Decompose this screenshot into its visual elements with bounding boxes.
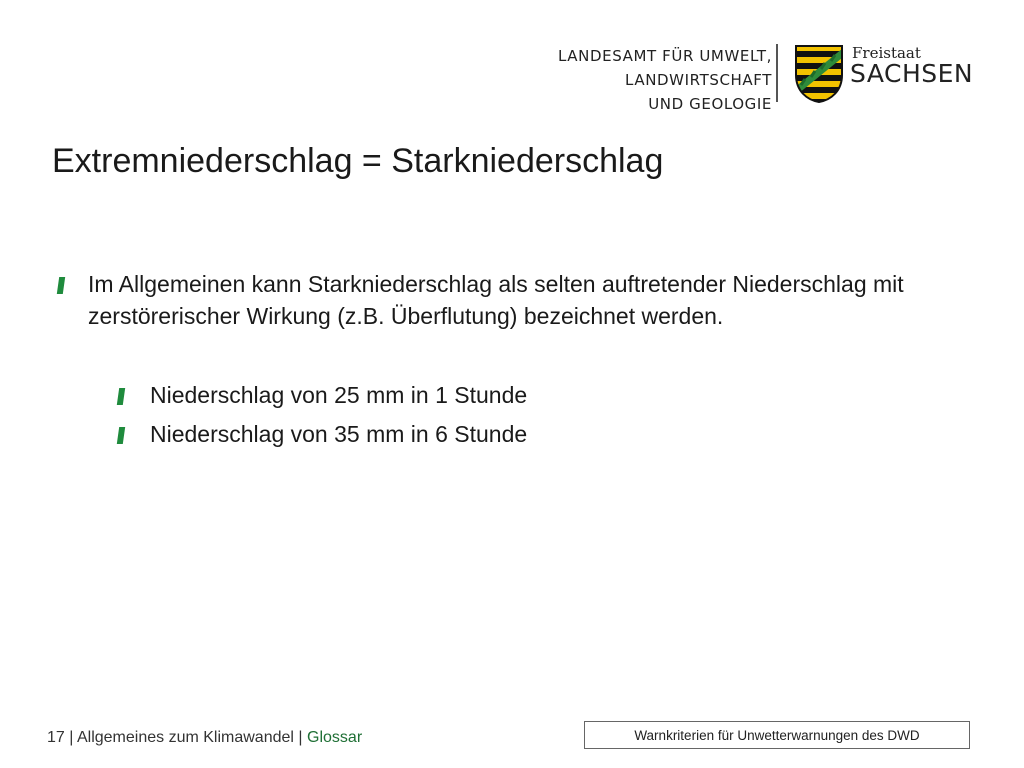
state-label-large: SACHSEN: [850, 59, 974, 88]
green-bar-bullet-icon: [57, 277, 65, 294]
saxony-coat-of-arms-icon: [795, 45, 843, 103]
bullet-item: [88, 268, 908, 332]
green-bar-bullet-icon: [117, 427, 125, 444]
agency-line-1: LANDESAMT FÜR UMWELT,: [558, 47, 772, 65]
agency-line-3: UND GEOLOGIE: [648, 95, 772, 113]
breadcrumb-glossar-link[interactable]: Glossar: [307, 729, 363, 746]
breadcrumb-separator: |: [298, 729, 308, 746]
footer-breadcrumb: [47, 729, 362, 747]
agency-line-2: LANDWIRTSCHAFT: [625, 71, 772, 89]
source-citation-box: Warnkriterien für Unwetterwarnungen des DWD: [584, 721, 970, 749]
green-bar-bullet-icon: [117, 388, 125, 405]
state-label-small: Freistaat: [852, 44, 921, 62]
slide-title: Extremniederschlag = Starkniederschlag: [52, 142, 664, 180]
sub-bullet-item: [150, 418, 527, 450]
sub-bullet-item: [150, 379, 527, 411]
breadcrumb-separator: |: [69, 729, 77, 746]
sub-bullet-text: Niederschlag von 25 mm in 1 Stunde: [150, 382, 528, 408]
sub-bullet-text: Niederschlag von 35 mm in 6 Stunde: [150, 421, 528, 447]
agency-name: [532, 44, 772, 116]
breadcrumb-section: Allgemeines zum Klimawandel: [76, 729, 294, 746]
bullet-text: Im Allgemeinen kann Starkniederschlag als selten auftretender Niederschlag mit zerstörerischer Wirkung (z.B. Überflutung) bezeichnet werden.: [88, 271, 904, 329]
logo-divider: [776, 44, 778, 102]
page-number: 17: [47, 729, 65, 746]
